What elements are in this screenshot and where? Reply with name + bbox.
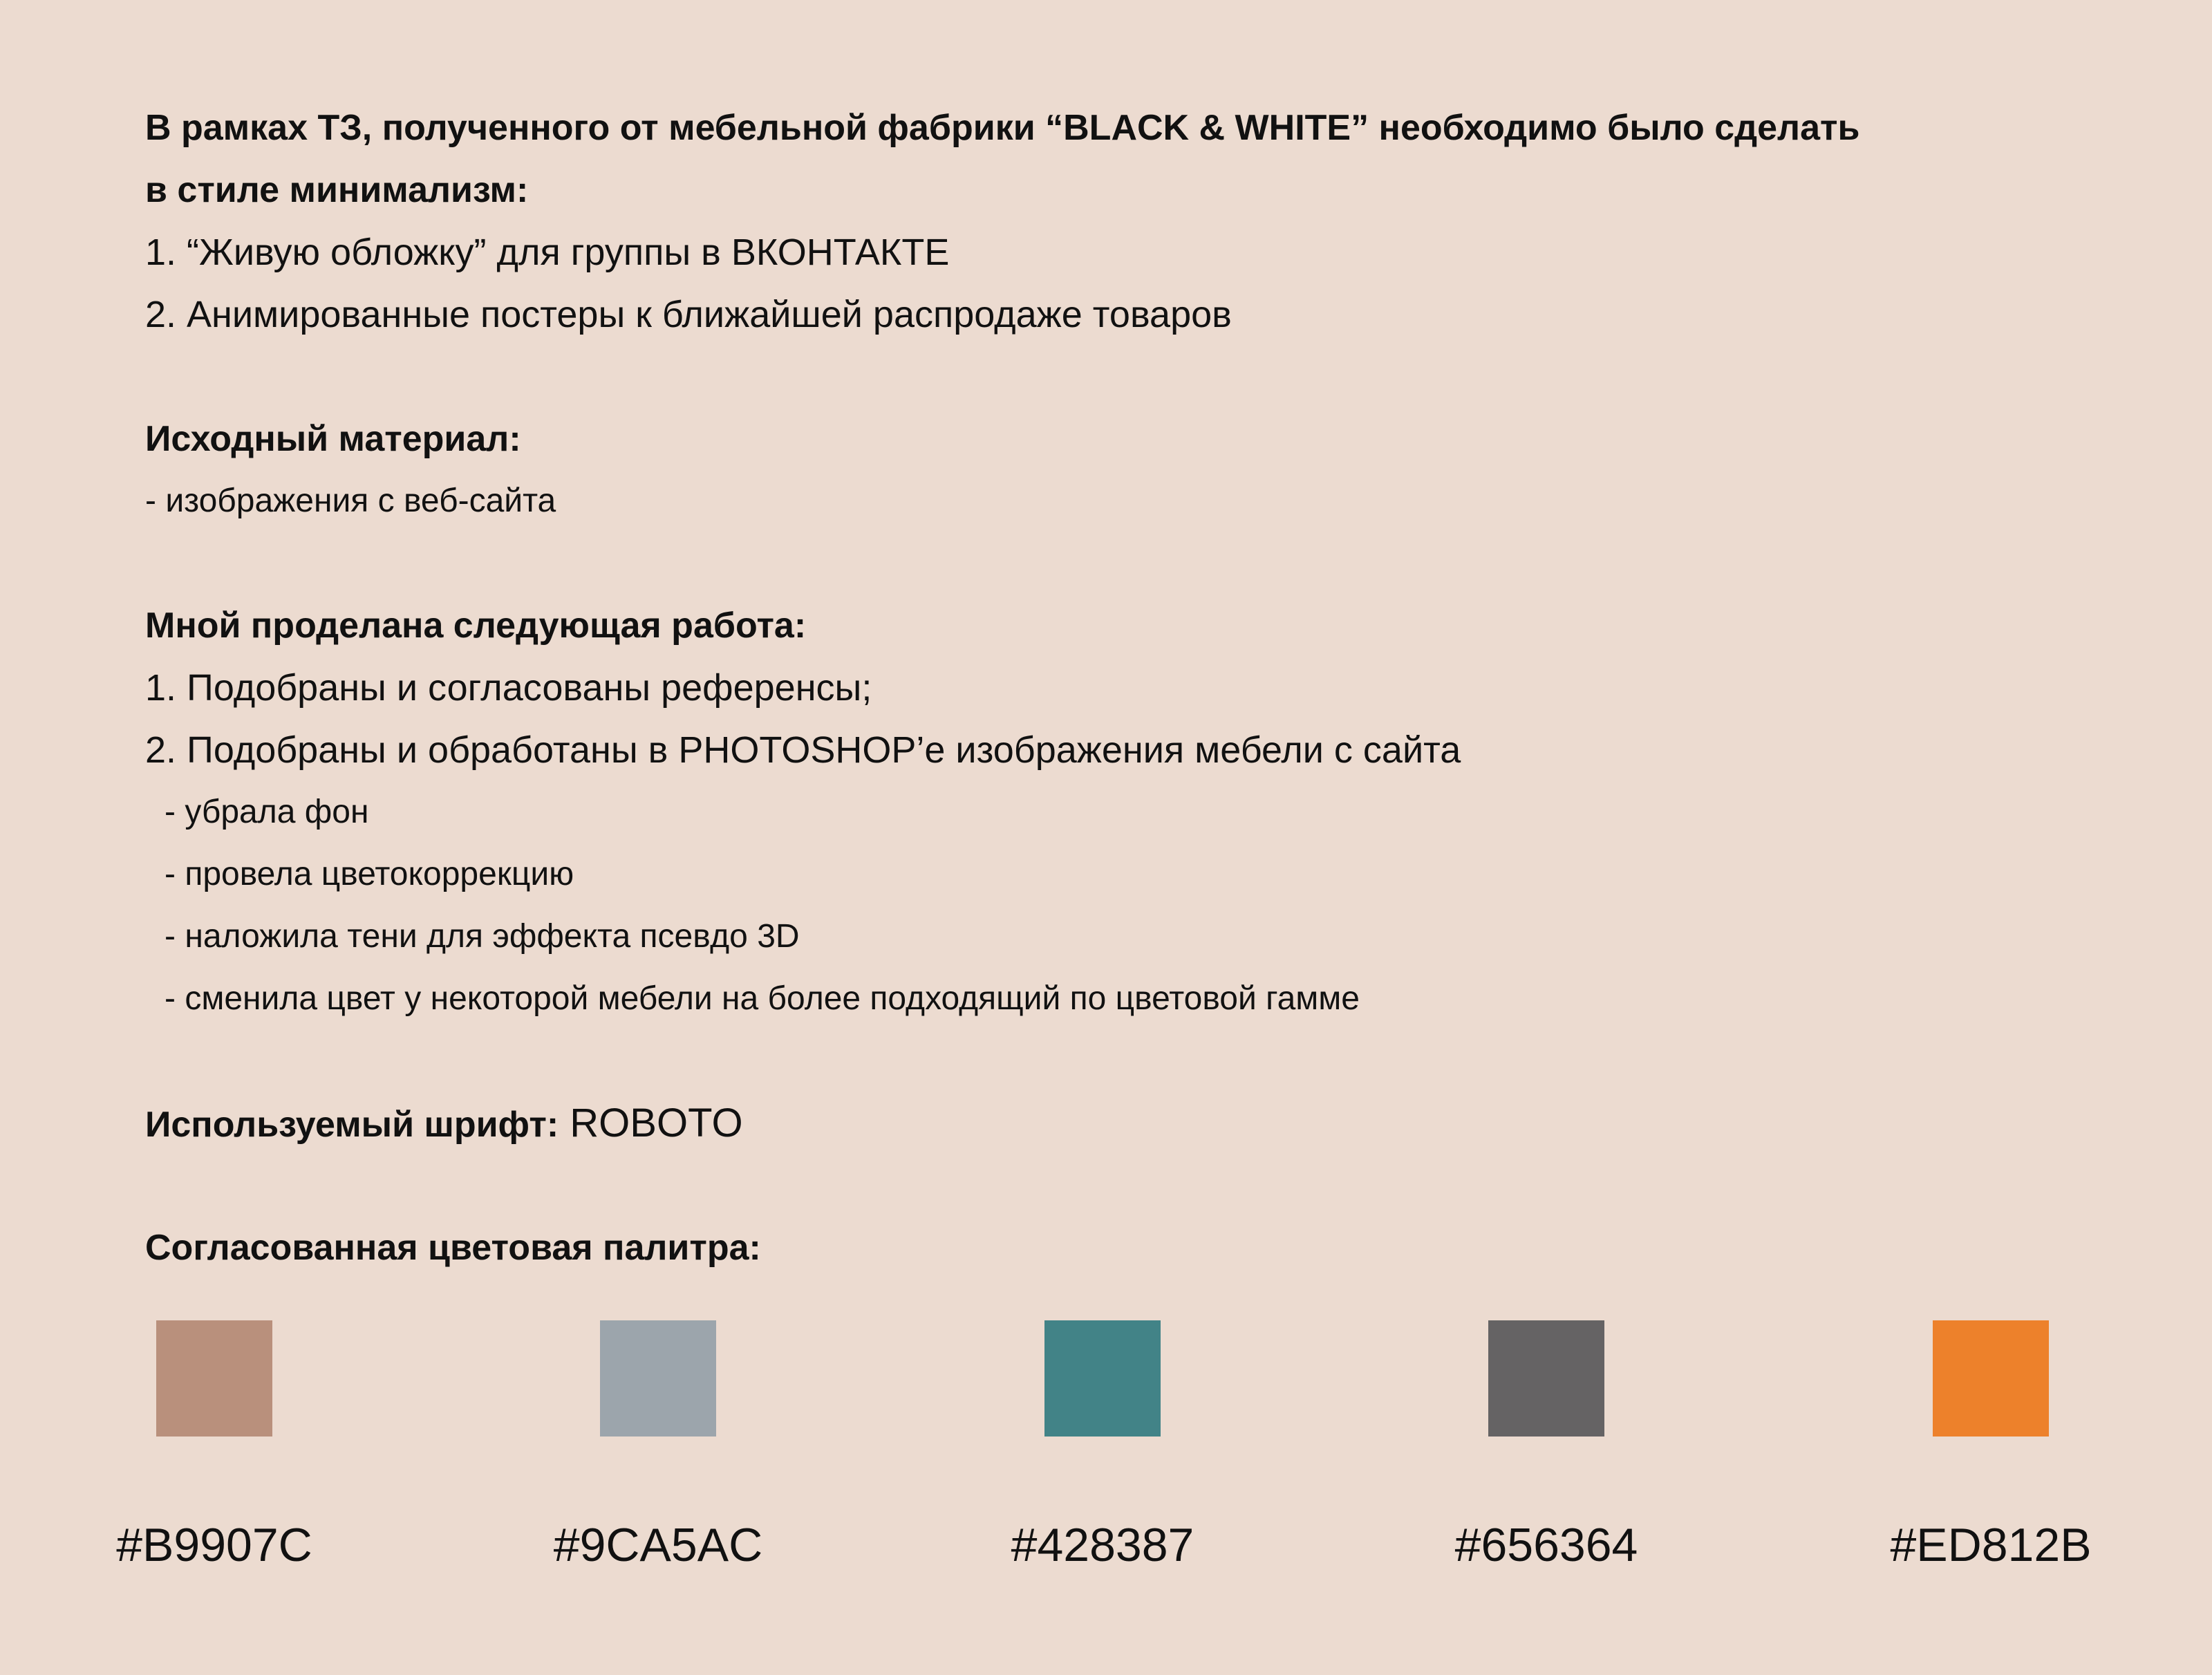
color-swatch xyxy=(1488,1320,1604,1437)
font-value: ROBOTO xyxy=(559,1101,743,1145)
palette-item xyxy=(76,1320,353,1572)
color-hex-label: #9CA5AC xyxy=(553,1519,763,1571)
spacer xyxy=(145,1154,2122,1217)
work-item-2: 2. Подобраны и обработаны в PHOTOSHOP’е изображения мебели с сайта xyxy=(145,729,1461,771)
font-line xyxy=(145,1092,2122,1154)
work-subitem-4: - сменила цвет у некоторой мебели на более подходящий по цветовой гамме xyxy=(165,980,1360,1017)
work-subitem-3: - наложила тени для эффекта псевдо 3D xyxy=(165,918,800,955)
task-item-2: 2. Анимированные постеры к ближайшей распродаже товаров xyxy=(145,294,1232,335)
document-body xyxy=(145,97,2122,1279)
color-hex-label: #428387 xyxy=(1011,1519,1194,1571)
task-item-1: 1. “Живую обложку” для группы в ВКОНТАКТЕ xyxy=(145,232,950,273)
spacer xyxy=(145,532,2122,595)
palette-heading: Согласованная цветовая палитра: xyxy=(145,1228,761,1268)
color-hex-label: #B9907C xyxy=(116,1519,312,1571)
font-label: Используемый шрифт: xyxy=(145,1105,559,1145)
color-palette xyxy=(0,1217,2212,1590)
palette-item xyxy=(520,1320,796,1572)
palette-item xyxy=(1408,1320,1685,1572)
palette-item xyxy=(964,1320,1241,1572)
color-swatch xyxy=(156,1320,272,1437)
color-swatch xyxy=(600,1320,716,1437)
source-item-1: - изображения с веб-сайта xyxy=(145,483,556,519)
work-subitem-2: - провела цветокоррекцию xyxy=(165,856,574,892)
source-heading: Исходный материал: xyxy=(145,419,521,459)
color-hex-label: #656364 xyxy=(1454,1519,1638,1571)
intro-line-2: в стиле минимализм: xyxy=(145,170,529,210)
spacer xyxy=(145,346,2122,408)
spacer xyxy=(145,1030,2122,1092)
work-heading: Мной проделана следующая работа: xyxy=(145,606,807,646)
work-item-1: 1. Подобраны и согласованы референсы; xyxy=(145,667,872,709)
intro-line-1: В рамках ТЗ, полученного от мебельной фабрики “BLACK & WHITE” необходимо было сделать xyxy=(145,108,1860,148)
work-subitem-1: - убрала фон xyxy=(165,794,369,830)
color-hex-label: #ED812B xyxy=(1890,1519,2092,1571)
palette-item xyxy=(1853,1320,2129,1572)
color-swatch xyxy=(1044,1320,1161,1437)
color-swatch xyxy=(1933,1320,2049,1437)
